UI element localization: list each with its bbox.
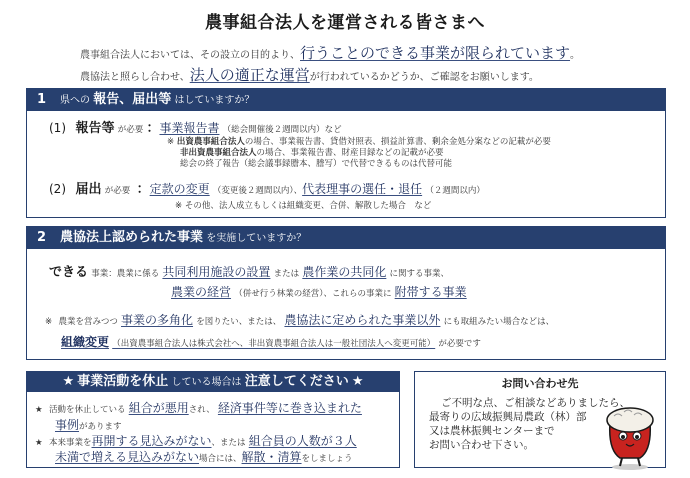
report-notes [167,137,551,170]
text: が必要です [438,339,481,349]
text: に関する事業、 [389,269,450,279]
section-header [27,227,665,249]
no-increase-link[interactable]: 未満で増える見込みがない [55,450,200,464]
item-colon: ： [146,121,160,136]
item-label: 届出 [75,182,102,197]
text: または [273,269,300,279]
no-resume-link[interactable]: 再開する見込みがない [91,434,212,448]
warning-line-1 [35,399,362,416]
note-text: の場合、事業報告書、貸借対照表、損益計算書、剰余金処分案などの記載が必要 [244,137,551,147]
mascot-illustration [600,394,660,472]
text: を図りたい、または、 [196,317,282,327]
intro-line-1 [80,42,580,63]
item-label: 報告等 [75,121,115,136]
note-mark: ※ [45,317,53,327]
text: をしましょう [301,454,353,464]
text: 場合には、 [199,454,242,464]
reorganization-link[interactable]: 組織変更 [61,335,110,349]
warning-line-2 [55,416,122,433]
mascot-pupil [621,435,625,439]
mascot-pupil [635,435,639,439]
note-text: 総会の終了報告（総会議事録謄本、謄写）で代替できるものは代替可能 [180,159,453,169]
section-header [27,89,665,111]
notification-note: ※ その他、法人成立もしくは組織変更、合併、解散した場合 など [175,201,432,211]
item-marker: (1) [49,121,66,135]
star-icon: ★ [35,438,43,448]
text: 農業に係る [116,269,160,279]
cases-link[interactable]: 事例 [55,418,80,432]
page-title: 農事組合法人を運営される皆さまへ [205,13,485,33]
header-text: している場合は [171,377,242,388]
text: され、 [188,405,215,415]
warning-header [27,372,399,392]
intro-emphasis: 行うことのできる事業が限られています [300,44,571,62]
note-line [167,159,551,170]
mascot-shadow [612,464,648,470]
section-reporting [26,88,666,218]
contact-line: 又は農林振興センターまで [429,425,555,437]
articles-change-link[interactable]: 定款の変更 [149,182,210,196]
note-bold: 出資農事組合法人 [176,137,245,147]
item-need: が必要 [117,125,144,135]
jigyo-label: 事業： [91,269,117,279]
text: があります [79,422,122,432]
annual-report-link[interactable]: 事業報告書 [159,121,220,135]
permitted-business-line-2 [171,283,467,300]
other-business-link[interactable]: 農協法に定められた事業以外 [284,313,441,327]
warning-line-4 [55,448,353,465]
text: にも取組みたい場合などは、 [443,317,555,327]
text: 農業を営みつつ [58,317,118,327]
item-note: （変更後２週間以内）、 [212,186,303,196]
misuse-link[interactable]: 組合が悪用 [128,401,189,415]
note-mark: ※ [167,137,175,147]
mascot-rice [607,408,653,432]
suspension-warning-box [26,371,400,468]
header-emphasis: 注意してください [244,374,349,389]
text: 本来事業を [48,438,92,448]
header-text: を実施していますか？ [206,233,307,244]
section-number: 2 [37,230,47,245]
intro-text: 。 [570,50,581,61]
ancillary-business-link[interactable]: 附帯する事業 [394,285,467,299]
warning-line-3 [35,432,357,449]
contact-line: ご不明な点、ご相談などありましたら、 [441,397,630,409]
dekiru-label: できる [49,265,89,280]
reorganization-line [61,333,481,350]
report-item [49,117,342,136]
header-text: はしていますか？ [174,95,255,106]
header-emphasis: 農協法上認められた事業 [60,230,204,245]
star-icon: ★ [35,405,43,415]
director-change-link[interactable]: 代表理事の選任・退任 [302,182,423,196]
intro-text: 農協法と照らし合わせ、 [80,72,190,83]
diversification-link[interactable]: 事業の多角化 [121,313,194,327]
item-need: が必要 [104,186,131,196]
economic-crime-link[interactable]: 経済事件等に巻き込まれた [217,401,362,415]
intro-text: が行われているかどうか、ご確認をお願いします。 [309,72,539,83]
notification-item [49,178,485,197]
text: 、または [211,438,246,448]
item-note: （総会開催後２週間以内）など [222,125,342,135]
contact-line: 最寄りの広域振興局農政（林）部 [429,411,587,423]
permitted-business-line-1 [49,261,449,280]
intro-emphasis: 法人の適正な運営 [189,66,310,84]
note-text: の場合、事業報告書、財産目録などの記載が必要 [256,148,444,158]
star-icon: ★ [62,374,75,389]
members-link[interactable]: 組合員の人数が３人 [248,434,357,448]
intro-text: 農事組合法人においては、その設立の目的より、 [80,50,300,61]
item-colon: ： [136,182,150,197]
note-bold: 非出資農事組合法人 [180,148,257,158]
diversification-note [45,311,554,328]
header-emphasis: 報告、届出等 [93,92,172,107]
contact-title: お問い合わせ先 [501,377,579,390]
dissolution-link[interactable]: 解散・清算 [241,450,302,464]
text: 活動を休止している [48,405,126,415]
item-marker: (2) [49,182,66,196]
section-number: 1 [37,92,47,107]
intro-line-2 [80,64,539,85]
text: （併せ行う林業の経営）、これらの事業に [234,289,392,299]
contact-line: お問い合わせ下さい。 [429,439,534,451]
note-line [167,137,551,148]
farm-management-link[interactable]: 農業の経営 [171,285,232,299]
star-icon: ★ [351,374,364,389]
header-text: 県への [60,95,91,106]
shared-facility-link[interactable]: 共同利用施設の設置 [162,265,271,279]
reorganization-detail: （出資農事組合法人は株式会社へ、非出資農事組合法人は一般社団法人へ変更可能） [112,339,436,349]
section-business [26,226,666,360]
header-emphasis: 事業活動を休止 [77,374,169,389]
item-note: （２週間以内） [425,186,485,196]
note-line [167,148,551,159]
joint-farmwork-link[interactable]: 農作業の共同化 [302,265,387,279]
